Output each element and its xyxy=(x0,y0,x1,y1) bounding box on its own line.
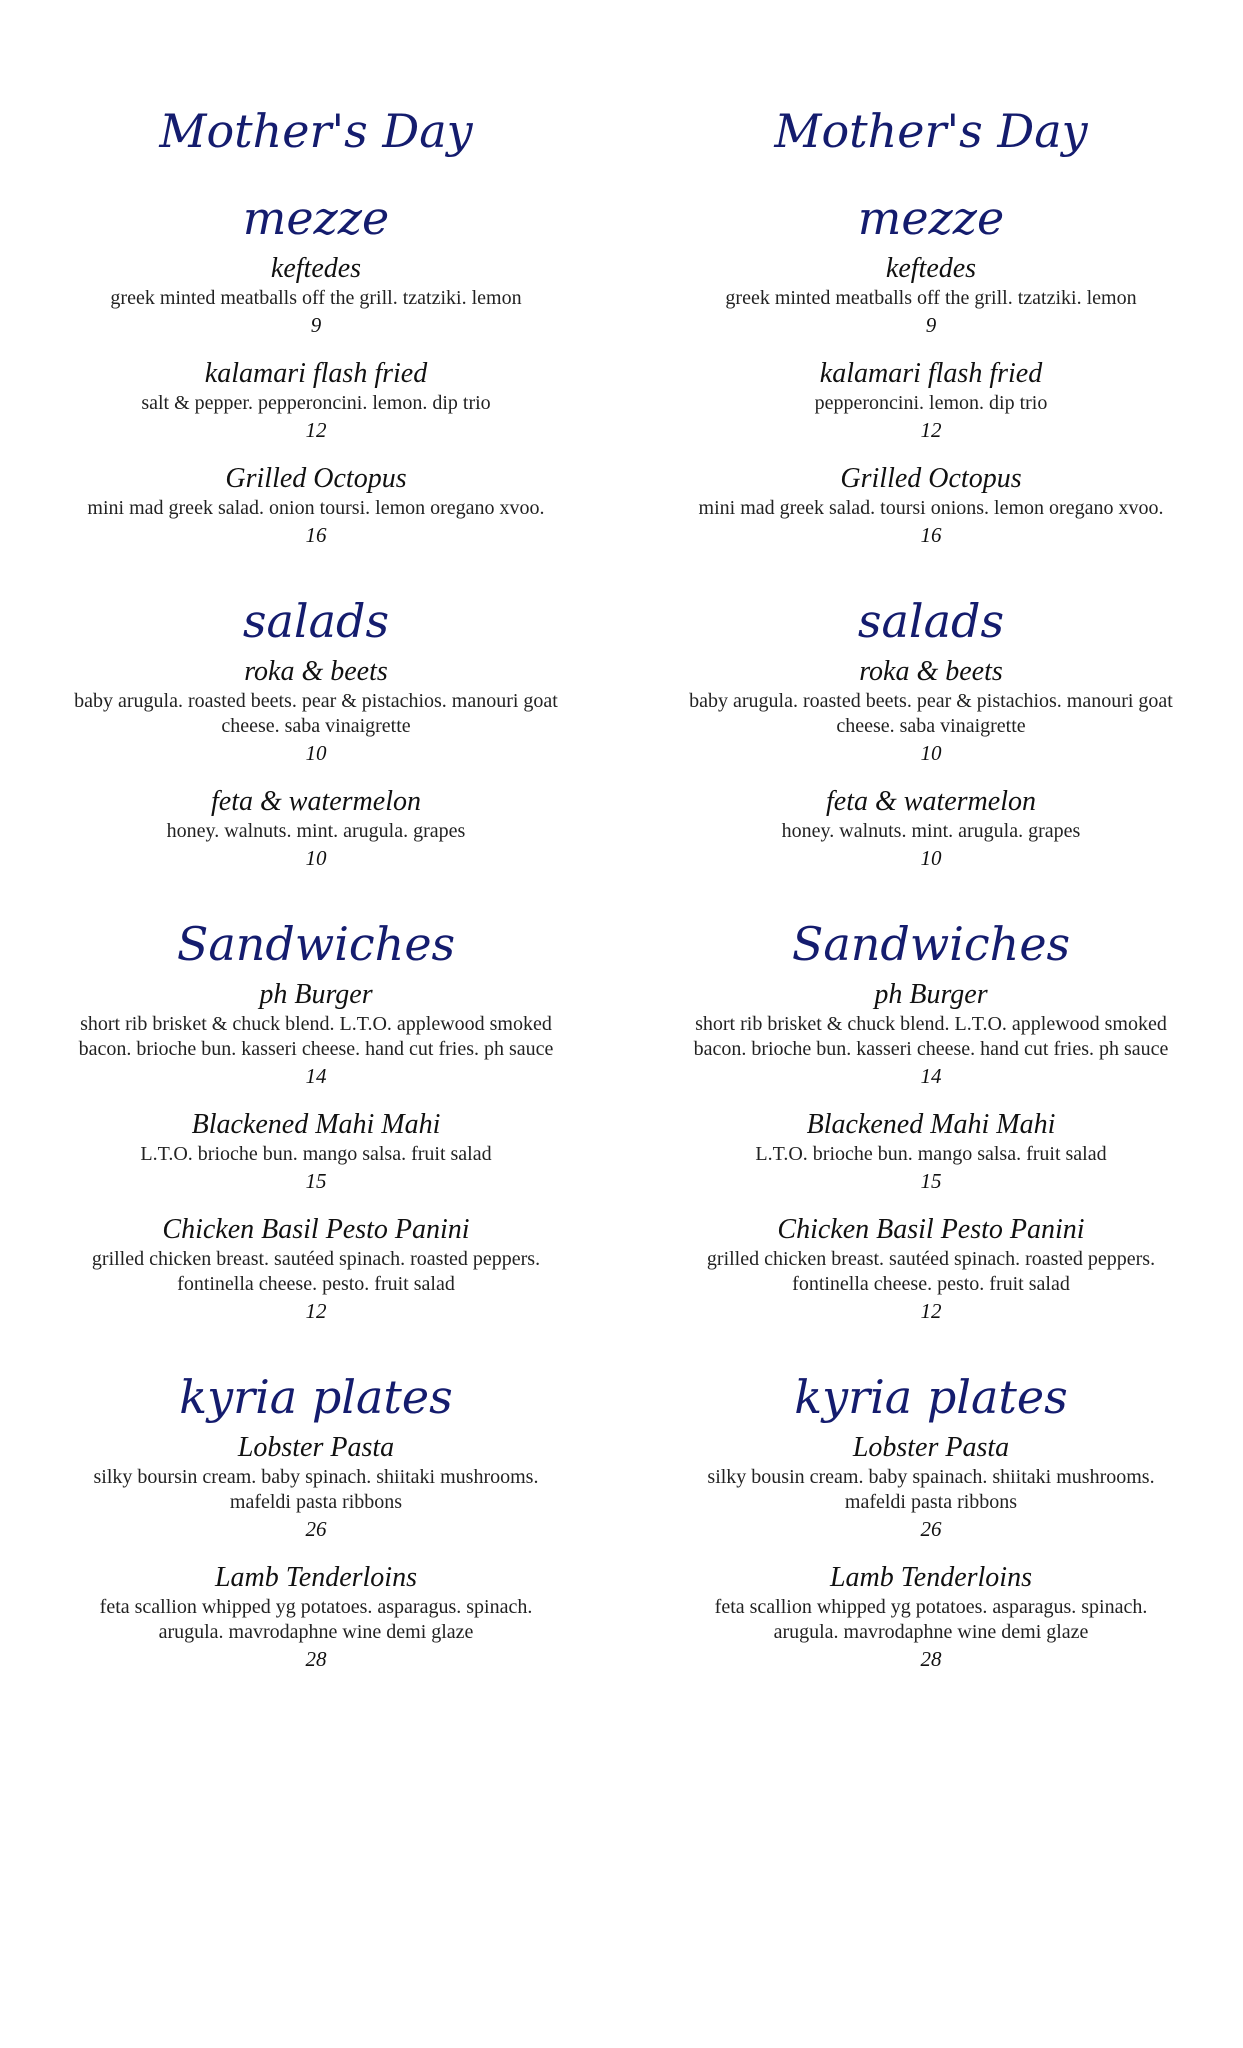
item-description: baby arugula. roasted beets. pear & pistachios. manouri goat cheese. saba vinaigrette xyxy=(74,690,558,737)
item-description: salt & pepper. pepperoncini. lemon. dip trio xyxy=(141,392,491,414)
item-price: 14 xyxy=(920,1064,942,1088)
menu-item xyxy=(681,462,1181,549)
item-name: Chicken Basil Pesto Panini xyxy=(162,1214,470,1245)
menu-title: Mother's Day xyxy=(159,104,473,158)
item-description: feta scallion whipped yg potatoes. asparagus. spinach. arugula. mavrodaphne wine demi glaze xyxy=(714,1596,1148,1643)
item-price: 10 xyxy=(920,846,942,870)
item-price: 26 xyxy=(920,1517,942,1541)
menu-item xyxy=(66,1431,566,1543)
item-description: L.T.O. brioche bun. mango salsa. fruit salad xyxy=(140,1143,492,1165)
item-name: kalamari flash fried xyxy=(819,358,1043,389)
item-price: 9 xyxy=(925,313,937,337)
item-description: short rib brisket & chuck blend. L.T.O. applewood smoked bacon. brioche bun. kasseri cheese. hand cut fries. ph sauce xyxy=(78,1013,554,1060)
item-price: 16 xyxy=(305,523,327,547)
menu-item xyxy=(66,978,566,1090)
item-description: mini mad greek salad. toursi onions. lemon oregano xvoo. xyxy=(698,497,1164,519)
menu-item xyxy=(66,252,566,339)
menu-item xyxy=(66,1108,566,1195)
item-description: grilled chicken breast. sautéed spinach. roasted peppers. fontinella cheese. pesto. fruit salad xyxy=(706,1248,1156,1295)
section-title: mezze xyxy=(857,191,1005,245)
section-title: Sandwiches xyxy=(791,917,1071,971)
item-description: baby arugula. roasted beets. pear & pistachios. manouri goat cheese. saba vinaigrette xyxy=(689,690,1173,737)
section-title: mezze xyxy=(242,191,390,245)
menu-column-right xyxy=(681,100,1181,1717)
section-title: kyria plates xyxy=(179,1370,453,1424)
menu-item xyxy=(66,1561,566,1673)
item-description: honey. walnuts. mint. arugula. grapes xyxy=(166,820,466,842)
menu-item xyxy=(66,785,566,872)
item-price: 15 xyxy=(305,1169,327,1193)
item-name: feta & watermelon xyxy=(826,786,1036,817)
item-price: 28 xyxy=(920,1647,942,1671)
item-name: keftedes xyxy=(885,253,977,284)
item-name: Blackened Mahi Mahi xyxy=(191,1109,441,1140)
item-name: roka & beets xyxy=(859,656,1003,687)
menu-item xyxy=(681,357,1181,444)
item-name: keftedes xyxy=(270,253,362,284)
menu-item xyxy=(681,1561,1181,1673)
item-name: Lamb Tenderloins xyxy=(829,1562,1032,1593)
item-name: Chicken Basil Pesto Panini xyxy=(777,1214,1085,1245)
menu-item xyxy=(681,1431,1181,1543)
section-mezze xyxy=(66,190,566,549)
section-salads xyxy=(681,593,1181,872)
item-name: Lobster Pasta xyxy=(852,1432,1010,1463)
item-description: mini mad greek salad. onion toursi. lemon oregano xvoo. xyxy=(87,497,545,519)
item-name: Lamb Tenderloins xyxy=(214,1562,417,1593)
item-price: 12 xyxy=(305,418,327,442)
item-price: 15 xyxy=(920,1169,942,1193)
item-description: honey. walnuts. mint. arugula. grapes xyxy=(781,820,1081,842)
item-name: ph Burger xyxy=(874,979,988,1010)
menu-item xyxy=(66,1213,566,1325)
menu-item xyxy=(681,1108,1181,1195)
menu-item xyxy=(681,978,1181,1090)
menu-item xyxy=(681,655,1181,767)
item-price: 12 xyxy=(920,418,942,442)
section-sandwiches xyxy=(66,916,566,1325)
menu-title: Mother's Day xyxy=(774,104,1088,158)
item-price: 9 xyxy=(310,313,322,337)
item-name: roka & beets xyxy=(244,656,388,687)
item-price: 10 xyxy=(920,741,942,765)
item-price: 26 xyxy=(305,1517,327,1541)
item-name: Blackened Mahi Mahi xyxy=(806,1109,1056,1140)
item-name: kalamari flash fried xyxy=(204,358,428,389)
section-title: kyria plates xyxy=(794,1370,1068,1424)
item-price: 12 xyxy=(920,1299,942,1323)
item-description: silky bousin cream. baby spainach. shiitaki mushrooms. mafeldi pasta ribbons xyxy=(707,1466,1155,1513)
item-price: 14 xyxy=(305,1064,327,1088)
menu-item xyxy=(681,785,1181,872)
item-name: Grilled Octopus xyxy=(840,463,1022,494)
item-description: greek minted meatballs off the grill. tzatziki. lemon xyxy=(110,287,522,309)
item-description: feta scallion whipped yg potatoes. asparagus. spinach. arugula. mavrodaphne wine demi glaze xyxy=(99,1596,533,1643)
section-title: salads xyxy=(242,594,390,648)
item-name: ph Burger xyxy=(259,979,373,1010)
section-title: Sandwiches xyxy=(176,917,456,971)
item-price: 28 xyxy=(305,1647,327,1671)
item-description: short rib brisket & chuck blend. L.T.O. applewood smoked bacon. brioche bun. kasseri cheese. hand cut fries. ph sauce xyxy=(693,1013,1169,1060)
item-price: 16 xyxy=(920,523,942,547)
menu-item xyxy=(681,252,1181,339)
section-sandwiches xyxy=(681,916,1181,1325)
item-name: Grilled Octopus xyxy=(225,463,407,494)
item-price: 10 xyxy=(305,741,327,765)
item-price: 12 xyxy=(305,1299,327,1323)
section-title: salads xyxy=(857,594,1005,648)
item-description: silky boursin cream. baby spinach. shiitaki mushrooms. mafeldi pasta ribbons xyxy=(93,1466,539,1513)
item-price: 10 xyxy=(305,846,327,870)
menu-column-left xyxy=(66,100,566,1717)
menu-item xyxy=(66,462,566,549)
menu-item xyxy=(66,357,566,444)
item-description: grilled chicken breast. sautéed spinach. roasted peppers. fontinella cheese. pesto. fruit salad xyxy=(91,1248,541,1295)
section-kyria-plates xyxy=(681,1369,1181,1673)
item-description: L.T.O. brioche bun. mango salsa. fruit salad xyxy=(755,1143,1107,1165)
section-salads xyxy=(66,593,566,872)
item-name: Lobster Pasta xyxy=(237,1432,395,1463)
item-description: greek minted meatballs off the grill. tzatziki. lemon xyxy=(725,287,1137,309)
section-mezze xyxy=(681,190,1181,549)
section-kyria-plates xyxy=(66,1369,566,1673)
menu-item xyxy=(66,655,566,767)
item-name: feta & watermelon xyxy=(211,786,421,817)
menu-item xyxy=(681,1213,1181,1325)
item-description: pepperoncini. lemon. dip trio xyxy=(814,392,1048,414)
